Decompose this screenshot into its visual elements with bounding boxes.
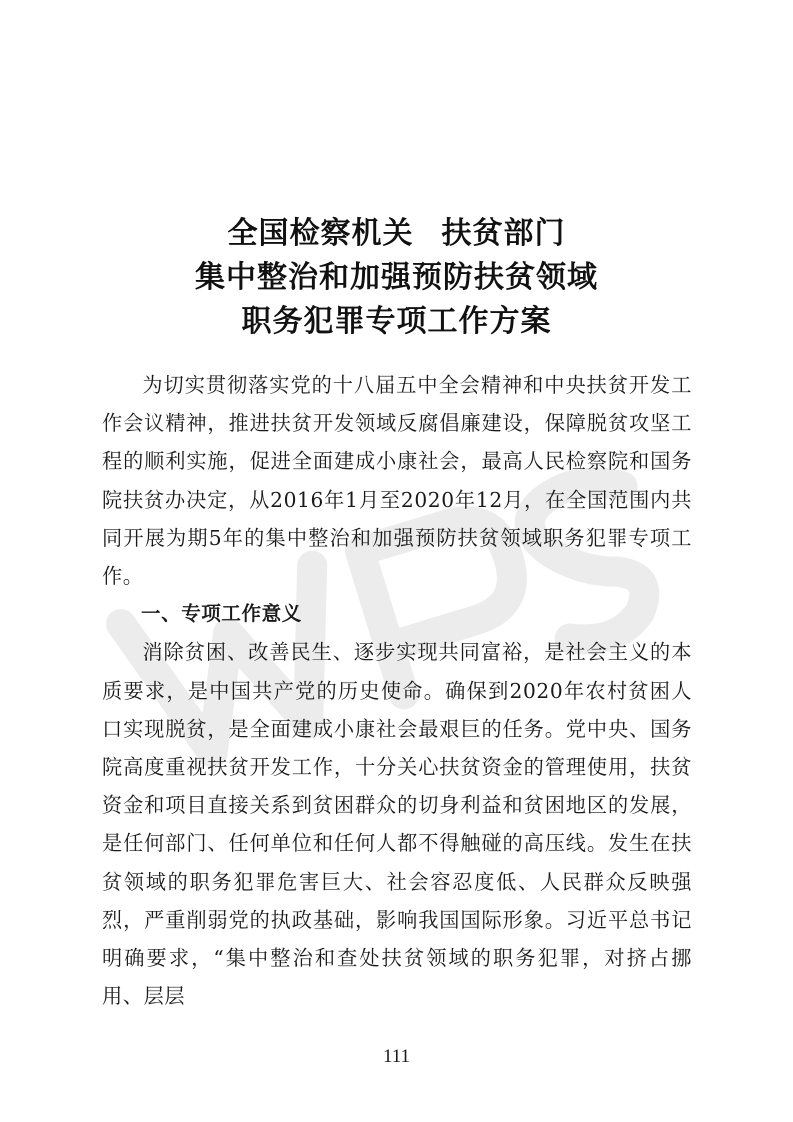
paragraph-intro: 为切实贯彻落实党的十八届五中全会精神和中央扶贫开发工作会议精神，推进扶贫开发领域反腐倡廉建设，保障脱贫攻坚工程的顺利实施，促进全面建成小康社会，最高人民检察院和国务院扶贫办决定，从2016年1月至2020年12月，在全国范围内共同开展为期5年的集中整治和加强预防扶贫领域职务犯罪专项工作。 [102, 373, 692, 589]
title-line-1 [0, 212, 793, 256]
paragraph-significance: 消除贫困、改善民生、逐步实现共同富裕，是社会主义的本质要求，是中国共产党的历史使命。确保到2020年农村贫困人口实现脱贫，是全面建成小康社会最艰巨的任务。党中央、国务院高度重视扶贫开发工作，十分关心扶贫资金的管理使用，扶贫资金和项目直接关系到贫困群众的切身利益和贫困地区的发展，是任何部门、任何单位和任何人都不得触碰的高压线。发生在扶贫领域的职务犯罪危害巨大、社会容忍度低、人民群众反映强烈，严重削弱党的执政基础，影响我国国际形象。习近平总书记明确要求，“集中整治和查处扶贫领域的职务犯罪，对挤占挪用、层层 [102, 640, 692, 1009]
section-heading-1: 一、专项工作意义 [141, 602, 302, 626]
document-title [0, 212, 793, 344]
document-body [102, 366, 692, 1015]
page-number: 111 [382, 1046, 411, 1067]
title-line-1-part-2: 扶贫部门 [441, 216, 566, 251]
title-line-1-part-1: 全国检察机关 [227, 216, 414, 251]
title-line-3: 职务犯罪专项工作方案 [241, 304, 552, 339]
title-line-2: 集中整治和加强预防扶贫领域 [195, 260, 598, 295]
